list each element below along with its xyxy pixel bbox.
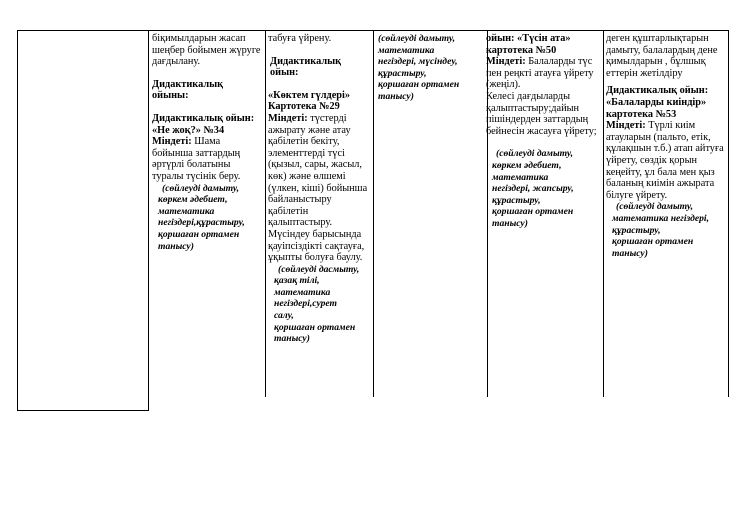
skill-line: көркем әдебиет, xyxy=(158,194,228,206)
column-divider xyxy=(265,30,266,397)
skill-line: танысу) xyxy=(612,247,648,259)
cell-text: біқимылдарын жасап шеңбер бойымен жүруге дағдылану. xyxy=(152,33,261,68)
skill-line: (сөйлеуді дамыту, xyxy=(496,148,574,160)
skill-line: (сөйлеуді дамыту, xyxy=(162,182,240,194)
table-border-top xyxy=(17,30,729,31)
game-title: ойын: «Түсін ата» xyxy=(486,33,571,44)
game-title: Дидактикалық ойын: «Не жоқ?» №34 xyxy=(152,112,255,136)
skill-line: танысу) xyxy=(158,240,194,252)
skill-line: математика xyxy=(378,44,435,56)
skill-line: салу, xyxy=(274,310,294,322)
task-text: Балаларды түс пен реңкті атауға үйрету (жеңіл). xyxy=(486,56,594,91)
task-paragraph xyxy=(152,136,262,182)
cell-text: табуға үйрену. xyxy=(268,33,332,44)
task-text: Шама бойынша заттардың әртүрлі болатыны туралы түсінік беру. xyxy=(152,136,241,182)
skill-line: (сөйлеуді дасмыту, xyxy=(278,263,360,275)
skill-line: қоршаған ортамен xyxy=(612,236,694,248)
skill-line: қоршаған ортамен xyxy=(274,321,356,333)
task-paragraph xyxy=(268,113,372,264)
skill-line: негіздері, мүсіндеу, xyxy=(378,56,458,68)
task-label: Міндеті: xyxy=(606,120,646,132)
cell-text: Келесі дағдыларды қалыптастыру;дайын пішіндерден заттардың бейнесін жасауға үйрету; xyxy=(486,90,597,137)
task-text: Түрлі киім атауларын (пальто, етік, құлақшын т.б.) атап айтуға үйрету, сөздік қорын кеңейту, ұл бала мен қыз баланың киімін ажырата білуге үйрету. xyxy=(606,120,724,201)
cell-text: деген құштарлықтарын дамыту, балалардың дене қимылдарын , бұлшық еттерін жетілдіру xyxy=(606,33,718,79)
cell-heading: Дидактикалық ойыны: xyxy=(152,78,224,102)
skill-line: құрастыру, xyxy=(492,194,541,206)
task-paragraph xyxy=(606,120,727,201)
schedule-table xyxy=(17,30,729,411)
skill-line: танысу) xyxy=(492,217,528,229)
skill-line: қоршаған ортамен xyxy=(492,206,574,218)
skill-line: (сөйлеуді дамыту, xyxy=(378,33,456,44)
skill-line: математика xyxy=(492,171,549,183)
task-label: Міндеті: xyxy=(152,136,192,148)
skill-line: көркем әдебиет, xyxy=(492,159,562,171)
cell-col4 xyxy=(378,33,486,103)
task-label: Міндеті: xyxy=(486,56,526,68)
table-border-right xyxy=(728,30,729,397)
table-border-left xyxy=(17,30,18,411)
cell-col3 xyxy=(268,33,372,345)
column-divider xyxy=(603,30,604,397)
task-label: Міндеті: xyxy=(268,112,308,124)
game-title: Дидактикалық ойын: «Балаларды киіндір» картотека №53 xyxy=(606,85,709,120)
task-text: түстерді ажырату және атау қабілетін бекіту, элементтерді түсі (қызыл, сары, жасыл, көк) және өлшемі (үлкен, кіші) бойынша байланыстыру қабілетін қалыптастыру. Мүсіндеу барысында қауіпсіздікті сақтауға, ұқыпты болуға баулу. xyxy=(268,112,368,264)
skill-line: құрастыру, xyxy=(612,224,661,236)
skill-line: математика xyxy=(274,286,331,298)
skill-line: қоршаған ортамен xyxy=(378,79,460,91)
skill-line: (сөйлеуді дамыту, xyxy=(616,201,694,213)
task-paragraph xyxy=(486,56,600,91)
skill-line: құрастыру, xyxy=(378,67,427,79)
skill-line: танысу) xyxy=(378,90,414,102)
skill-line: негіздері,құрастыру, xyxy=(158,217,245,229)
card-number: картотека №50 xyxy=(486,44,557,56)
skill-line: негіздері,сурет xyxy=(274,298,338,310)
skill-line: қазақ тілі, xyxy=(274,275,320,287)
skill-line: математика негіздері, xyxy=(612,212,709,224)
cell-col2 xyxy=(152,33,262,252)
column-divider xyxy=(148,30,149,411)
skill-line: танысу) xyxy=(274,333,310,345)
skill-line: негіздері, жапсыру, xyxy=(492,183,574,195)
game-title: «Көктем гүлдері» xyxy=(268,89,351,101)
skill-line: математика xyxy=(158,205,215,217)
cell-col6 xyxy=(606,33,727,259)
cell-heading: Дидактикалық ойын: xyxy=(270,55,342,79)
skill-line: қоршаған ортамен xyxy=(158,228,240,240)
table-border-bottom xyxy=(17,410,149,411)
column-divider xyxy=(373,30,374,397)
card-number: Картотека №29 xyxy=(268,101,340,113)
cell-col5 xyxy=(486,33,600,230)
